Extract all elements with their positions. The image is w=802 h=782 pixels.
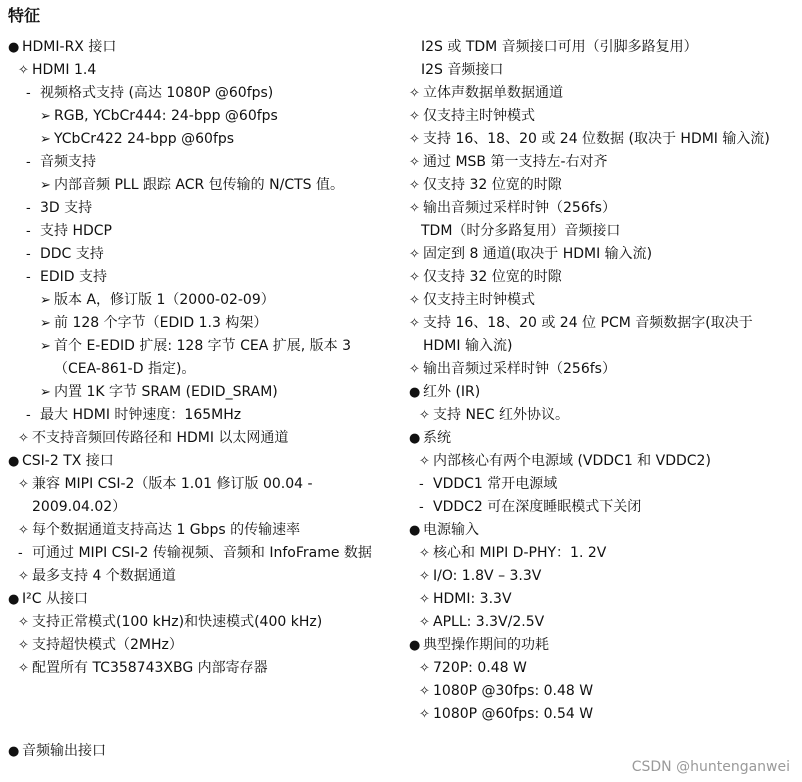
- list-item: [409, 404, 789, 427]
- bullet-marker: ✧: [409, 362, 420, 377]
- list-item: [409, 82, 789, 105]
- bullet-marker: ✧: [409, 178, 420, 193]
- bullet-marker: -: [26, 247, 31, 262]
- list-item-text: 内置 1K 字节 SRAM (EDID_SRAM): [54, 384, 278, 400]
- bullet-marker: -: [18, 546, 23, 561]
- bullet-marker: -: [419, 477, 424, 492]
- list-item: [409, 243, 789, 266]
- bullet-marker: ✧: [419, 684, 430, 699]
- list-item-text: 视频格式支持 (高达 1080P @60fps): [40, 85, 274, 101]
- bullet-marker: ●: [8, 40, 20, 55]
- list-item: [409, 312, 789, 358]
- list-item: [8, 312, 394, 335]
- bullet-marker: ●: [409, 385, 421, 400]
- list-item-text: 前 128 个字节（EDID 1.3 构架）: [54, 315, 268, 331]
- bullet-marker: ➢: [40, 178, 51, 193]
- list-item: [409, 151, 789, 174]
- list-item: [8, 174, 394, 197]
- bullet-marker: ✧: [409, 270, 420, 285]
- list-item: [8, 36, 394, 59]
- list-item-text: 仅支持 32 位宽的时隙: [423, 269, 562, 285]
- bullet-marker: -: [26, 270, 31, 285]
- bullet-marker: ✧: [419, 569, 430, 584]
- list-item-text: I2S 或 TDM 音频接口可用（引脚多路复用）: [421, 39, 698, 55]
- bullet-marker: ✧: [18, 523, 29, 538]
- bullet-marker: ➢: [40, 293, 51, 308]
- bullet-marker: -: [26, 86, 31, 101]
- list-item: [409, 358, 789, 381]
- list-item: [8, 266, 394, 289]
- list-item: [409, 197, 789, 220]
- list-item: [409, 427, 789, 450]
- list-item: [409, 519, 789, 542]
- list-item: [8, 59, 394, 82]
- list-item: [8, 565, 394, 588]
- list-item-text: 内部核心有两个电源域 (VDDC1 和 VDDC2): [433, 453, 711, 469]
- list-item: [409, 565, 789, 588]
- bullet-marker: ✧: [18, 63, 29, 78]
- list-item: [8, 542, 394, 565]
- list-item: [8, 740, 106, 763]
- list-item: [8, 82, 394, 105]
- list-item-text: 支持 HDCP: [40, 223, 112, 239]
- bullet-marker: ➢: [40, 385, 51, 400]
- list-item: [8, 197, 394, 220]
- bullet-marker: -: [26, 201, 31, 216]
- bullet-marker: ✧: [419, 615, 430, 630]
- list-item: [8, 588, 394, 611]
- bullet-marker: ✧: [18, 638, 29, 653]
- list-item: [409, 220, 789, 243]
- list-item: [8, 151, 394, 174]
- list-item-text: CSI-2 TX 接口: [22, 453, 114, 469]
- bullet-marker: ●: [409, 431, 421, 446]
- bullet-marker: ✧: [409, 86, 420, 101]
- list-item: [8, 427, 394, 450]
- list-item-text: I²C 从接口: [22, 591, 88, 607]
- list-item: [409, 473, 789, 496]
- bullet-marker: ●: [8, 454, 20, 469]
- bullet-marker: ✧: [409, 201, 420, 216]
- list-item-text: 音频支持: [40, 154, 96, 170]
- list-item: [409, 703, 789, 726]
- list-item: [8, 128, 394, 151]
- list-item-text: HDMI: 3.3V: [433, 591, 512, 607]
- list-item: [409, 680, 789, 703]
- list-item: [8, 105, 394, 128]
- list-item-text: 仅支持主时钟模式: [423, 108, 535, 124]
- list-item-text: VDDC2 可在深度睡眠模式下关闭: [433, 499, 642, 515]
- list-item-text: 1080P @60fps: 0.54 W: [433, 706, 594, 722]
- list-item: [409, 36, 789, 59]
- bullet-marker: ✧: [18, 477, 29, 492]
- list-item-text: 版本 A，修订版 1（2000-02-09）: [54, 292, 275, 308]
- bullet-marker: ✧: [18, 431, 29, 446]
- bullet-marker: ✧: [18, 661, 29, 676]
- list-item-text: 系统: [423, 430, 451, 446]
- list-item-text: 配置所有 TC358743XBG 内部寄存器: [32, 660, 268, 676]
- list-item: [8, 335, 394, 381]
- list-item: [8, 243, 394, 266]
- list-item-text: 支持 16、18、20 或 24 位数据 (取决于 HDMI 输入流): [423, 131, 770, 147]
- left-column: [8, 36, 394, 680]
- list-item-text: 输出音频过采样时钟（256fs）: [423, 200, 616, 216]
- list-item: [409, 174, 789, 197]
- list-item: [409, 588, 789, 611]
- bullet-marker: ●: [8, 592, 20, 607]
- list-item-text: 支持 NEC 红外协议。: [433, 407, 569, 423]
- list-item-text: TDM（时分多路复用）音频接口: [421, 223, 621, 239]
- bullet-marker: ➢: [40, 339, 51, 354]
- list-item-text: 电源输入: [423, 522, 479, 538]
- list-item-text: 仅支持主时钟模式: [423, 292, 535, 308]
- list-item-text: 最大 HDMI 时钟速度：165MHz: [40, 407, 242, 423]
- list-item: [8, 519, 394, 542]
- list-item-text: 每个数据通道支持高达 1 Gbps 的传输速率: [32, 522, 301, 538]
- bullet-marker: ➢: [40, 132, 51, 147]
- list-item-text: 输出音频过采样时钟（256fs）: [423, 361, 616, 377]
- list-item: [8, 220, 394, 243]
- right-column: [409, 36, 789, 726]
- bullet-marker: ✧: [409, 155, 420, 170]
- list-item: [409, 266, 789, 289]
- list-item-text: 通过 MSB 第一支持左-右对齐: [423, 154, 608, 170]
- list-item-text: 3D 支持: [40, 200, 93, 216]
- bullet-marker: ✧: [409, 132, 420, 147]
- list-item-text: 最多支持 4 个数据通道: [32, 568, 176, 584]
- list-item-text: APLL: 3.3V/2.5V: [433, 614, 545, 630]
- section-title: 特征: [8, 6, 41, 25]
- list-item-text: 720P: 0.48 W: [433, 660, 527, 676]
- list-item-text: VDDC1 常开电源域: [433, 476, 558, 492]
- bullet-marker: ✧: [419, 408, 430, 423]
- list-item-text: EDID 支持: [40, 269, 107, 285]
- list-item: [8, 450, 394, 473]
- bullet-marker: ✧: [419, 592, 430, 607]
- list-item-text: 不支持音频回传路径和 HDMI 以太网通道: [32, 430, 289, 446]
- bullet-marker: ➢: [40, 109, 51, 124]
- bullet-marker: -: [26, 155, 31, 170]
- list-item-text: 支持 16、18、20 或 24 位 PCM 音频数据字(取决于 HDMI 输入流): [423, 315, 753, 354]
- list-item-text: 固定到 8 通道(取决于 HDMI 输入流): [423, 246, 653, 262]
- list-item-text: HDMI-RX 接口: [22, 39, 117, 55]
- list-item-text: 支持正常模式(100 kHz)和快速模式(400 kHz): [32, 614, 323, 630]
- list-item: [409, 496, 789, 519]
- bullet-marker: -: [419, 500, 424, 515]
- bullet-marker: ✧: [409, 293, 420, 308]
- list-item-text: 典型操作期间的功耗: [423, 637, 549, 653]
- list-item: [409, 59, 789, 82]
- list-item: [409, 450, 789, 473]
- watermark: CSDN @huntenganwei: [631, 759, 790, 775]
- list-item-text: I2S 音频接口: [421, 62, 504, 78]
- bullet-marker: ●: [8, 744, 20, 759]
- bullet-marker: ✧: [18, 615, 29, 630]
- bullet-marker: ●: [409, 523, 421, 538]
- list-item-text: 立体声数据单数据通道: [423, 85, 563, 101]
- list-item-text: I/O: 1.8V – 3.3V: [433, 568, 542, 584]
- list-item: [409, 634, 789, 657]
- list-item-text: 可通过 MIPI CSI-2 传输视频、音频和 InfoFrame 数据: [32, 545, 372, 561]
- bullet-marker: ✧: [419, 454, 430, 469]
- bullet-marker: ✧: [419, 707, 430, 722]
- list-item: [409, 381, 789, 404]
- list-item: [8, 657, 394, 680]
- list-item-text: 仅支持 32 位宽的时隙: [423, 177, 562, 193]
- bullet-marker: ✧: [409, 109, 420, 124]
- list-item: [8, 611, 394, 634]
- list-item-text: 红外 (IR): [423, 384, 481, 400]
- list-item: [409, 542, 789, 565]
- list-item-text: DDC 支持: [40, 246, 104, 262]
- bullet-marker: ➢: [40, 316, 51, 331]
- bullet-marker: -: [26, 224, 31, 239]
- bullet-marker: ✧: [419, 546, 430, 561]
- bullet-marker: -: [26, 408, 31, 423]
- list-item: [409, 289, 789, 312]
- list-item: [409, 657, 789, 680]
- list-item-text: YCbCr422 24-bpp @60fps: [54, 131, 235, 147]
- list-item-text: 兼容 MIPI CSI-2（版本 1.01 修订版 00.04 - 2009.04.02）: [32, 476, 313, 515]
- bullet-marker: ✧: [409, 247, 420, 262]
- list-item: [409, 128, 789, 151]
- bullet-marker: ✧: [419, 661, 430, 676]
- list-item: [8, 473, 394, 519]
- list-item-text: HDMI 1.4: [32, 62, 97, 78]
- list-item-text: RGB, YCbCr444: 24-bpp @60fps: [54, 108, 278, 124]
- list-item: [8, 289, 394, 312]
- list-item-text: 音频输出接口: [22, 743, 106, 759]
- list-item: [8, 381, 394, 404]
- list-item-text: 核心和 MIPI D-PHY：1. 2V: [433, 545, 607, 561]
- bullet-marker: ●: [409, 638, 421, 653]
- list-item-text: 支持超快模式（2MHz）: [32, 637, 183, 653]
- list-item: [8, 634, 394, 657]
- list-item: [409, 105, 789, 128]
- list-item-text: 1080P @30fps: 0.48 W: [433, 683, 594, 699]
- bullet-marker: ✧: [18, 569, 29, 584]
- list-item-text: 内部音频 PLL 跟踪 ACR 包传输的 N/CTS 值。: [54, 177, 344, 193]
- list-item: [8, 404, 394, 427]
- list-item: [409, 611, 789, 634]
- list-item-text: 首个 E-EDID 扩展: 128 字节 CEA 扩展, 版本 3（CEA-861-D 指定)。: [54, 338, 352, 377]
- bullet-marker: ✧: [409, 316, 420, 331]
